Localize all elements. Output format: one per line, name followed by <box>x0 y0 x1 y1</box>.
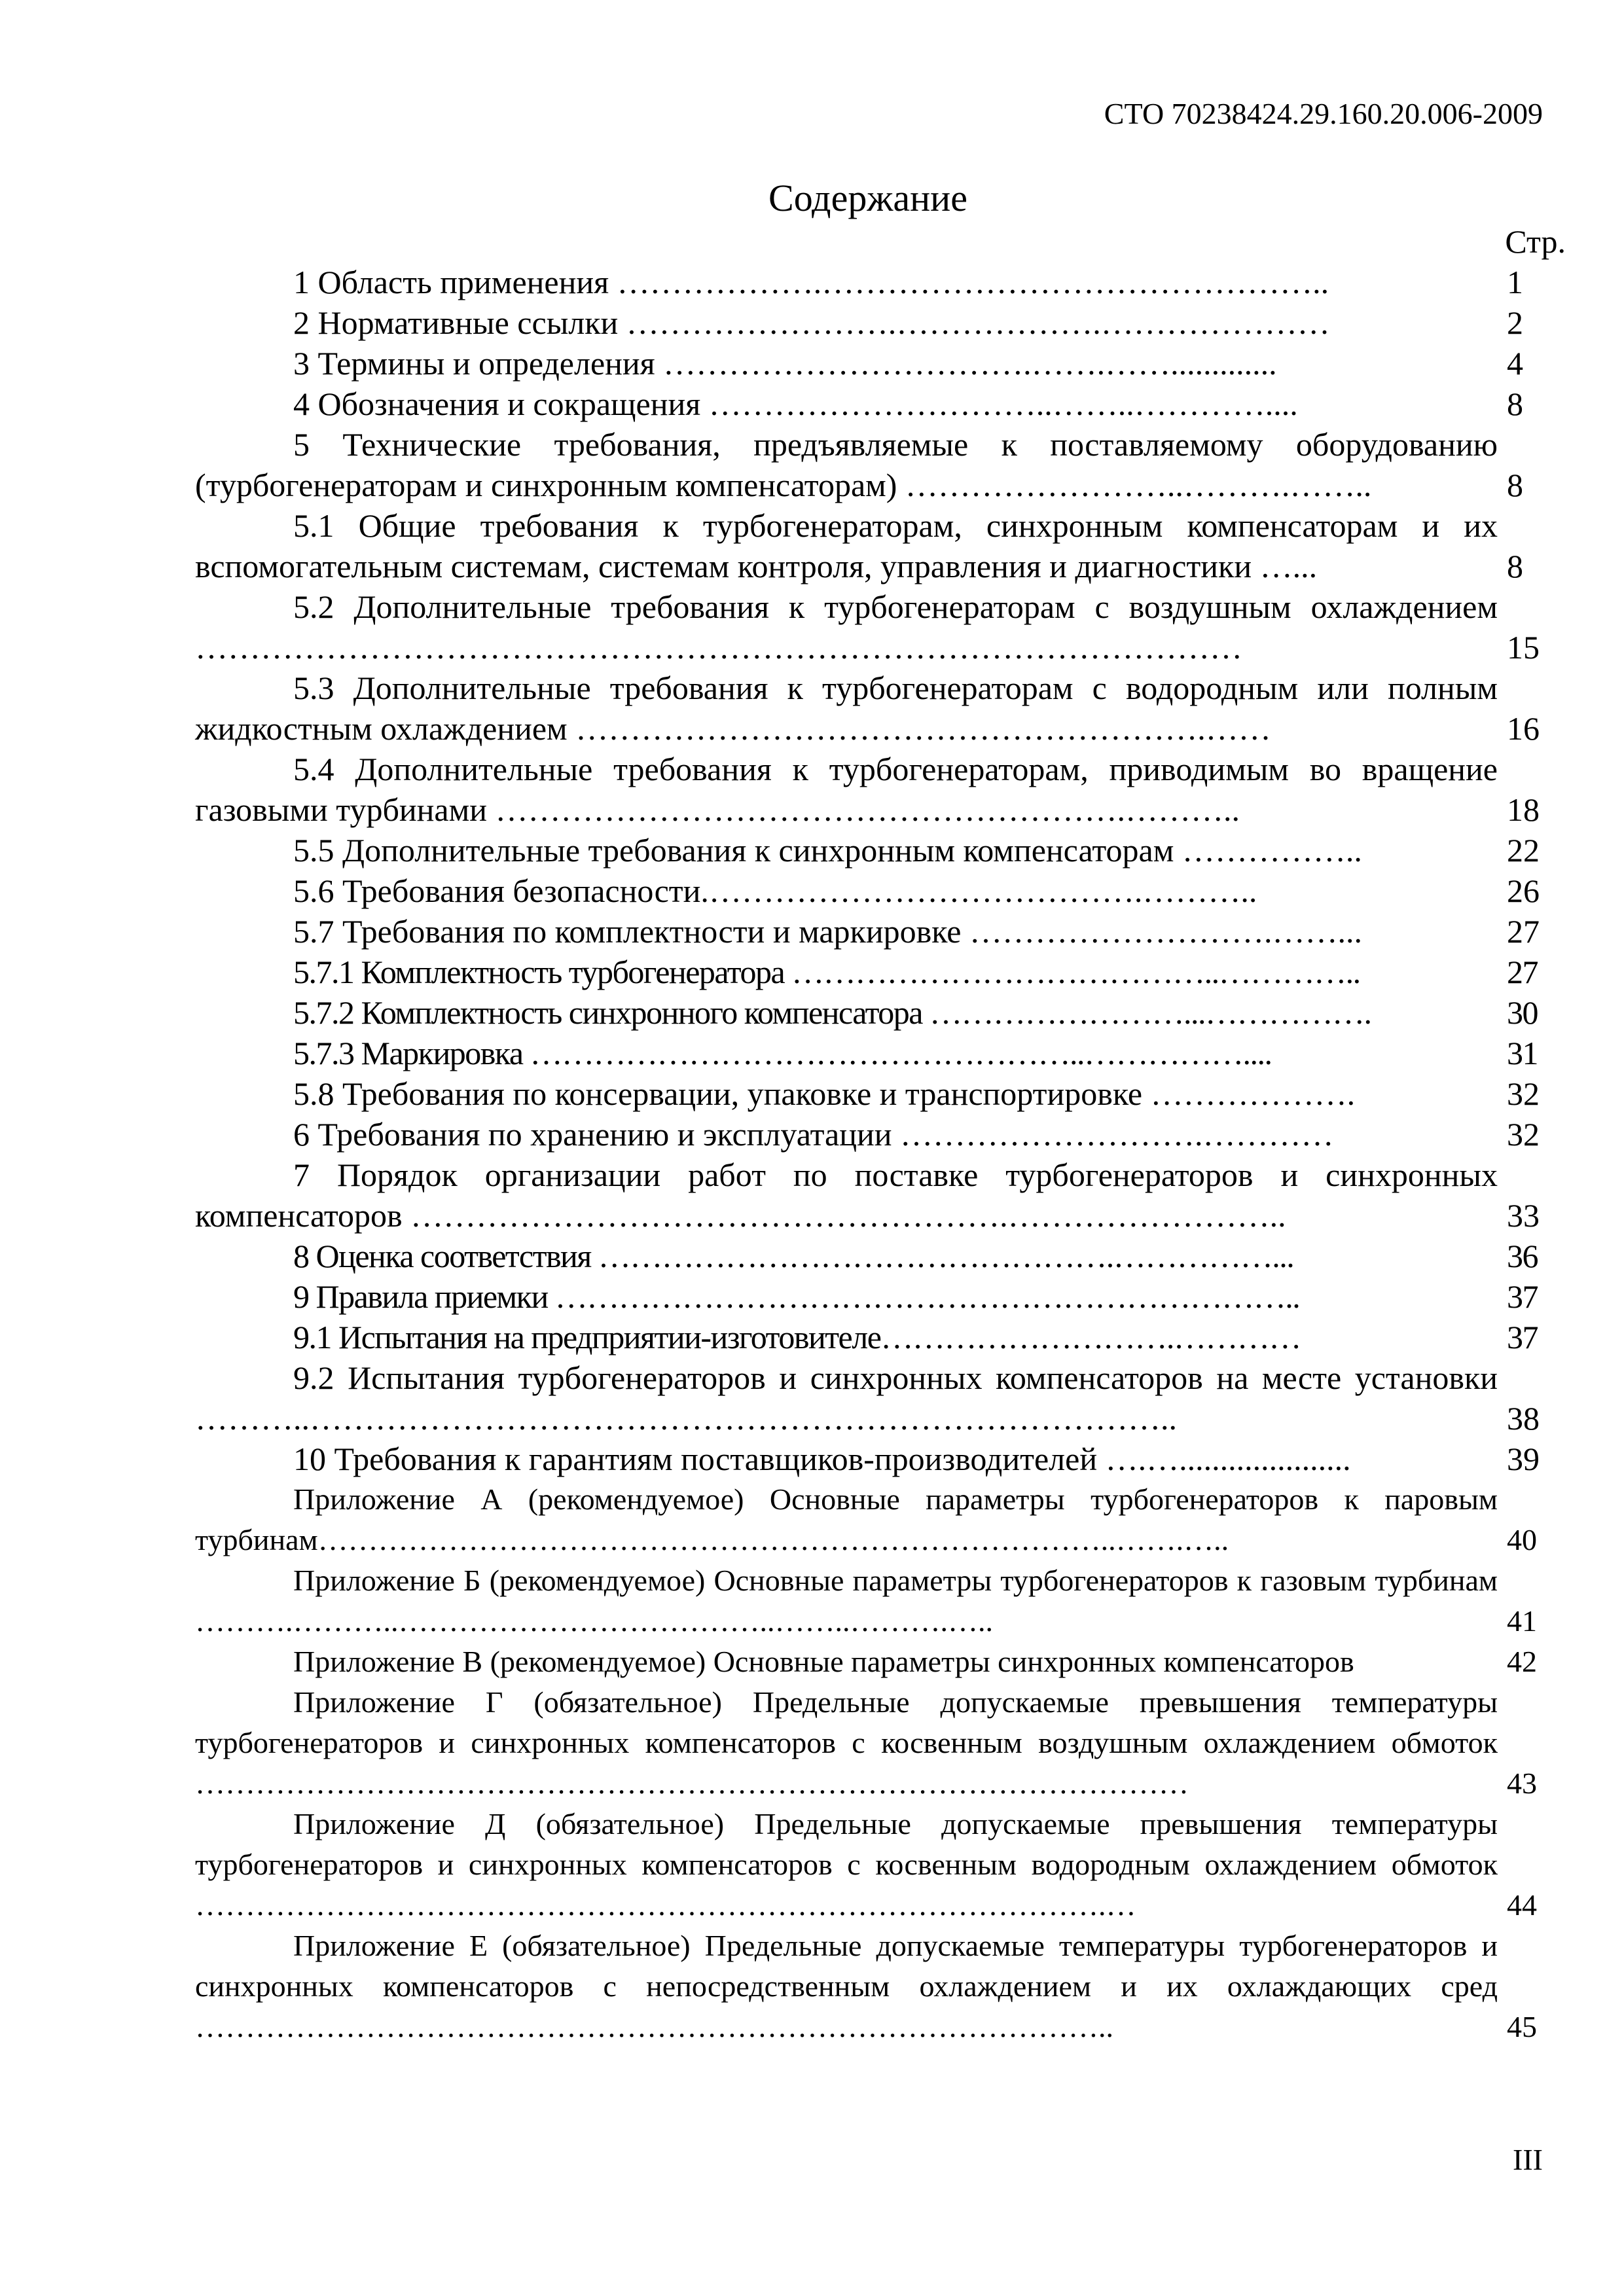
toc-entry-page: 27 <box>1507 913 1540 950</box>
toc-entry-text: 6 Требования по хранению и эксплуатации ……………………….………… <box>293 1116 1334 1153</box>
toc-entry-text: 7 Порядок организации работ по поставке турбогенераторов и синхронных компенсаторов ……………………………………………….…………………….. <box>195 1157 1498 1234</box>
toc-entry-text: Приложение Д (обязательное) Предельные допускаемые превышения температуры турбогенераторов и синхронных компенсаторов с косвенным водородным охлаждением обмоток ……………………………………………………………………………….… <box>195 1807 1498 1922</box>
toc-entry-page: 4 <box>1507 345 1523 382</box>
toc-entry[interactable] <box>195 1317 1566 1357</box>
toc-entry-text: 5.7.2 Комплектность синхронного компенсатора ……………………...……………. <box>293 994 1371 1031</box>
toc-entry-text: 9.1 Испытания на предприятии-изготовителе……………………….………… <box>293 1319 1301 1355</box>
toc-entry-text: 9.2 Испытания турбогенераторов и синхронных компенсаторов на месте установки ………..…………………………………………………………………….. <box>195 1359 1498 1437</box>
toc-entry-text: Приложение Г (обязательное) Предельные допускаемые превышения температуры турбогенераторов и синхронных компенсаторов с косвенным воздушным охлаждением обмоток ……………………………………………………………………………………… <box>195 1685 1498 1800</box>
toc-entry-page: 8 <box>1507 386 1523 422</box>
toc-entry[interactable] <box>195 1641 1566 1682</box>
toc-entry-text: 5.1 Общие требования к турбогенераторам, синхронным компенсаторам и их вспомогательным системам, системам контроля, управления и диагностики …... <box>195 507 1498 584</box>
toc-entry-text: 5.8 Требования по консервации, упаковке и транспортировке ………………. <box>293 1075 1356 1112</box>
toc-entry-page: 36 <box>1507 1238 1538 1274</box>
toc-entry-page: 27 <box>1507 954 1538 990</box>
toc-entry-text: 5.3 Дополнительные требования к турбогенераторам с водородным или полным жидкостным охлаждением ………………………………………………….…… <box>195 670 1498 747</box>
toc-title: Содержание <box>768 177 967 219</box>
toc-entry-page: 8 <box>1507 467 1523 503</box>
toc-entry[interactable] <box>195 384 1566 424</box>
toc-entry-page: 30 <box>1507 994 1538 1031</box>
toc-entry[interactable] <box>195 1155 1566 1236</box>
toc-entry[interactable] <box>195 1236 1566 1276</box>
toc-entry-text: 5 Технические требования, предъявляемые к поставляемому оборудованию (турбогенераторам и синхронным компенсаторам) ……………………..……….…….. <box>195 426 1498 503</box>
toc-entry-text: 9 Правила приемки …………………………………………………………….. <box>293 1278 1300 1315</box>
toc-entry[interactable] <box>195 1033 1566 1073</box>
toc-entry-page: 8 <box>1507 548 1523 584</box>
toc-entry[interactable] <box>195 1682 1566 1804</box>
toc-entry[interactable] <box>195 1439 1566 1479</box>
toc-entry-text: 8 Оценка соответствия ………………………………………….……………... <box>293 1238 1294 1274</box>
toc-entry-page: 26 <box>1507 872 1540 909</box>
toc-entry-page: 45 <box>1507 2010 1537 2043</box>
toc-entry[interactable] <box>195 1073 1566 1114</box>
toc-entry-text: Приложение В (рекомендуемое) Основные параметры синхронных компенсаторов <box>293 1645 1354 1678</box>
toc-entry[interactable] <box>195 302 1566 343</box>
toc-entry-text: 5.7 Требования по комплектности и маркировке ……………………….……... <box>293 913 1362 950</box>
toc-entry-page: 22 <box>1507 832 1540 869</box>
toc-entry-page: 43 <box>1507 1767 1537 1800</box>
toc-entry-text: 5.6 Требования безопасности.………………………………….……….. <box>293 872 1257 909</box>
toc-entry-text: 5.7.3 Маркировка ……………………………………………..…………….... <box>293 1035 1272 1071</box>
toc-entry-text: 1 Область применения ……………….……………………………………….. <box>293 264 1329 300</box>
toc-entry[interactable] <box>195 911 1566 952</box>
toc-entry-page: 40 <box>1507 1523 1537 1556</box>
toc-entry-page: 16 <box>1507 710 1540 747</box>
toc-entry-page: 31 <box>1507 1035 1538 1071</box>
toc-entry-text: Приложение А (рекомендуемое) Основные параметры турбогенераторов к паровым турбинам……………………………………………………………………..…….….. <box>195 1482 1498 1556</box>
toc-entry-text: 5.5 Дополнительные требования к синхронным компенсаторам …………….. <box>293 832 1362 869</box>
toc-entry[interactable] <box>195 1276 1566 1317</box>
toc-entry-page: 37 <box>1507 1278 1538 1315</box>
toc-entry-page: 39 <box>1507 1441 1540 1477</box>
toc-entry-page: 33 <box>1507 1197 1540 1234</box>
toc-entry[interactable] <box>195 1479 1566 1560</box>
toc-entry-text: 10 Требования к гарантиям поставщиков-производителей ….…..................... <box>293 1441 1351 1477</box>
toc-entry-page: 18 <box>1507 791 1540 828</box>
toc-entry-text: 3 Термины и определения …………………………….…….……............. <box>293 345 1277 382</box>
toc-entry-text: 5.4 Дополнительные требования к турбогенераторам, приводимым во вращение газовыми турбинами ………………………………………………….……….. <box>195 751 1498 828</box>
toc-entry[interactable] <box>195 1560 1566 1641</box>
toc-entry-text: 4 Обозначения и сокращения …………………………..……..………….... <box>293 386 1298 422</box>
toc-entry[interactable] <box>195 1357 1566 1439</box>
toc-entry-page: 15 <box>1507 629 1540 666</box>
toc-entry[interactable] <box>195 992 1566 1033</box>
toc-entry[interactable] <box>195 505 1566 586</box>
document-code-header: СТО 70238424.29.160.20.006-2009 <box>1104 97 1543 130</box>
toc-entry-page: 44 <box>1507 1888 1537 1922</box>
toc-entry-page: 41 <box>1507 1604 1537 1638</box>
toc-entry-page: 32 <box>1507 1116 1540 1153</box>
toc-entry[interactable] <box>195 343 1566 384</box>
toc-entry[interactable] <box>195 1804 1566 1926</box>
toc-entry-page: 37 <box>1507 1319 1538 1355</box>
toc-entry[interactable] <box>195 262 1566 302</box>
toc-entry[interactable] <box>195 668 1566 749</box>
toc-entry-text: 2 Нормативные ссылки …………………….……………….………………… <box>293 304 1330 341</box>
toc-entry-text: Приложение Е (обязательное) Предельные допускаемые температуры турбогенераторов и синхронных компенсаторов с непосредственным охлаждением и их охлаждающих сред ……………………………………………………………………………….. <box>195 1929 1498 2043</box>
toc-entry-text: 5.7.1 Комплектность турбогенератора …………………………………..………….. <box>293 954 1360 990</box>
page-column-label: Стр. <box>1505 223 1566 260</box>
toc-entry[interactable] <box>195 1926 1566 2047</box>
toc-entry-text: Приложение Б (рекомендуемое) Основные параметры турбогенераторов к газовым турбинам ……….………..………………………………..……..……….….. <box>195 1564 1498 1638</box>
toc-entry[interactable] <box>195 830 1566 870</box>
table-of-contents <box>195 221 1566 2047</box>
toc-entry-page: 38 <box>1507 1400 1540 1437</box>
toc-entry[interactable] <box>195 586 1566 668</box>
toc-entry[interactable] <box>195 952 1566 992</box>
page-number: III <box>1513 2143 1543 2176</box>
toc-entry-page: 2 <box>1507 304 1523 341</box>
toc-entry[interactable] <box>195 870 1566 911</box>
toc-entry-page: 42 <box>1507 1645 1537 1678</box>
toc-entry-text: 5.2 Дополнительные требования к турбогенераторам с воздушным охлаждением …………………………………………………………………………………… <box>195 588 1498 666</box>
toc-entry[interactable] <box>195 749 1566 830</box>
toc-entry-page: 1 <box>1507 264 1523 300</box>
toc-entry-page: 32 <box>1507 1075 1540 1112</box>
toc-entry[interactable] <box>195 1114 1566 1155</box>
toc-entry[interactable] <box>195 424 1566 505</box>
